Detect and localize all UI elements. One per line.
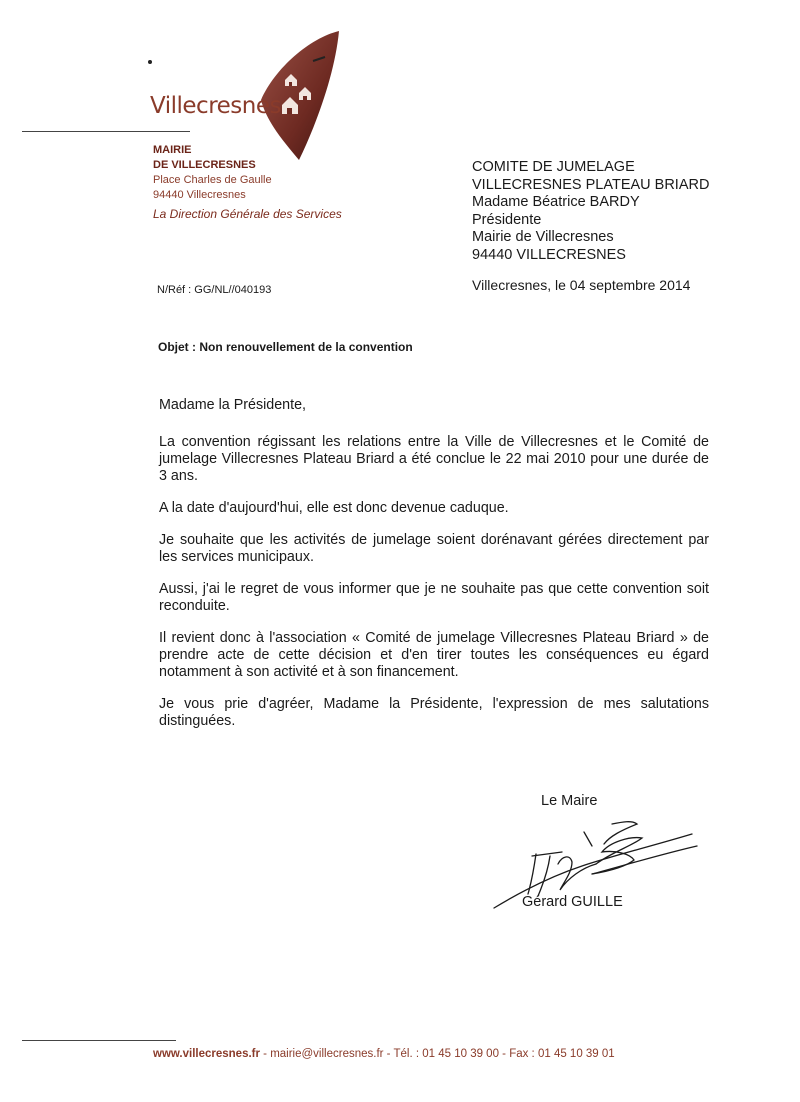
recipient-line: Mairie de Villecresnes (472, 229, 614, 245)
paragraph: Je souhaite que les activités de jumelage soient dorénavant gérées directement par les services municipaux. (159, 532, 709, 565)
footer-contact (153, 1048, 615, 1060)
paragraph: Aussi, j'ai le regret de vous informer que je ne souhaite pas que cette convention soit reconduite. (159, 581, 709, 614)
recipient-line: COMITE DE JUMELAGE (472, 159, 635, 175)
address-line-2: 94440 Villecresnes (153, 189, 246, 201)
recipient-address-block (472, 159, 709, 264)
mairie-line-2: DE VILLECRESNES (153, 159, 256, 171)
signer-name: Gérard GUILLE (522, 894, 623, 910)
recipient-line: Présidente (472, 211, 542, 228)
recipient-line: 94440 VILLECRESNES (472, 246, 626, 263)
footer-divider (22, 1040, 176, 1041)
address-line-1: Place Charles de Gaulle (153, 174, 272, 186)
sender-address-block (153, 143, 272, 203)
footer-website[interactable]: www.villecresnes.fr (153, 1048, 260, 1060)
mairie-line-1: MAIRIE (153, 144, 192, 156)
salutation: Madame la Présidente, (159, 397, 307, 413)
reference-number: N/Réf : GG/NL//040193 (157, 284, 272, 296)
header-divider (22, 131, 190, 132)
paragraph: La convention régissant les relations entre la Ville de Villecresnes et le Comité de jumelage Villecresnes Plateau Briard a été conclue le 22 mai 2010 pour une durée de 3 ans. (159, 434, 709, 484)
logo-wordmark: Villecresnes (150, 93, 281, 119)
letter-body (159, 397, 709, 745)
paragraph: A la date d'aujourd'hui, elle est donc devenue caduque. (159, 500, 509, 516)
sender-department: La Direction Générale des Services (153, 207, 342, 221)
scan-dot (148, 60, 152, 64)
paragraph: Il revient donc à l'association « Comité de jumelage Villecresnes Plateau Briard » de prendre acte de cette décision et d'en tirer toutes les conséquences eu égard notamment à son activité et à son financement. (159, 630, 709, 680)
paragraph: Je vous prie d'agréer, Madame la Présidente, l'expression de mes salutations distinguées. (159, 696, 709, 729)
recipient-line: VILLECRESNES PLATEAU BRIARD (472, 176, 710, 193)
date-line: Villecresnes, le 04 septembre 2014 (472, 277, 691, 293)
footer-contact-details: - mairie@villecresnes.fr - Tél. : 01 45 10 39 00 - Fax : 01 45 10 39 01 (259, 1048, 615, 1060)
recipient-line: Madame Béatrice BARDY (472, 194, 640, 210)
subject-line: Objet : Non renouvellement de la convention (158, 340, 413, 354)
signer-title: Le Maire (541, 793, 598, 809)
